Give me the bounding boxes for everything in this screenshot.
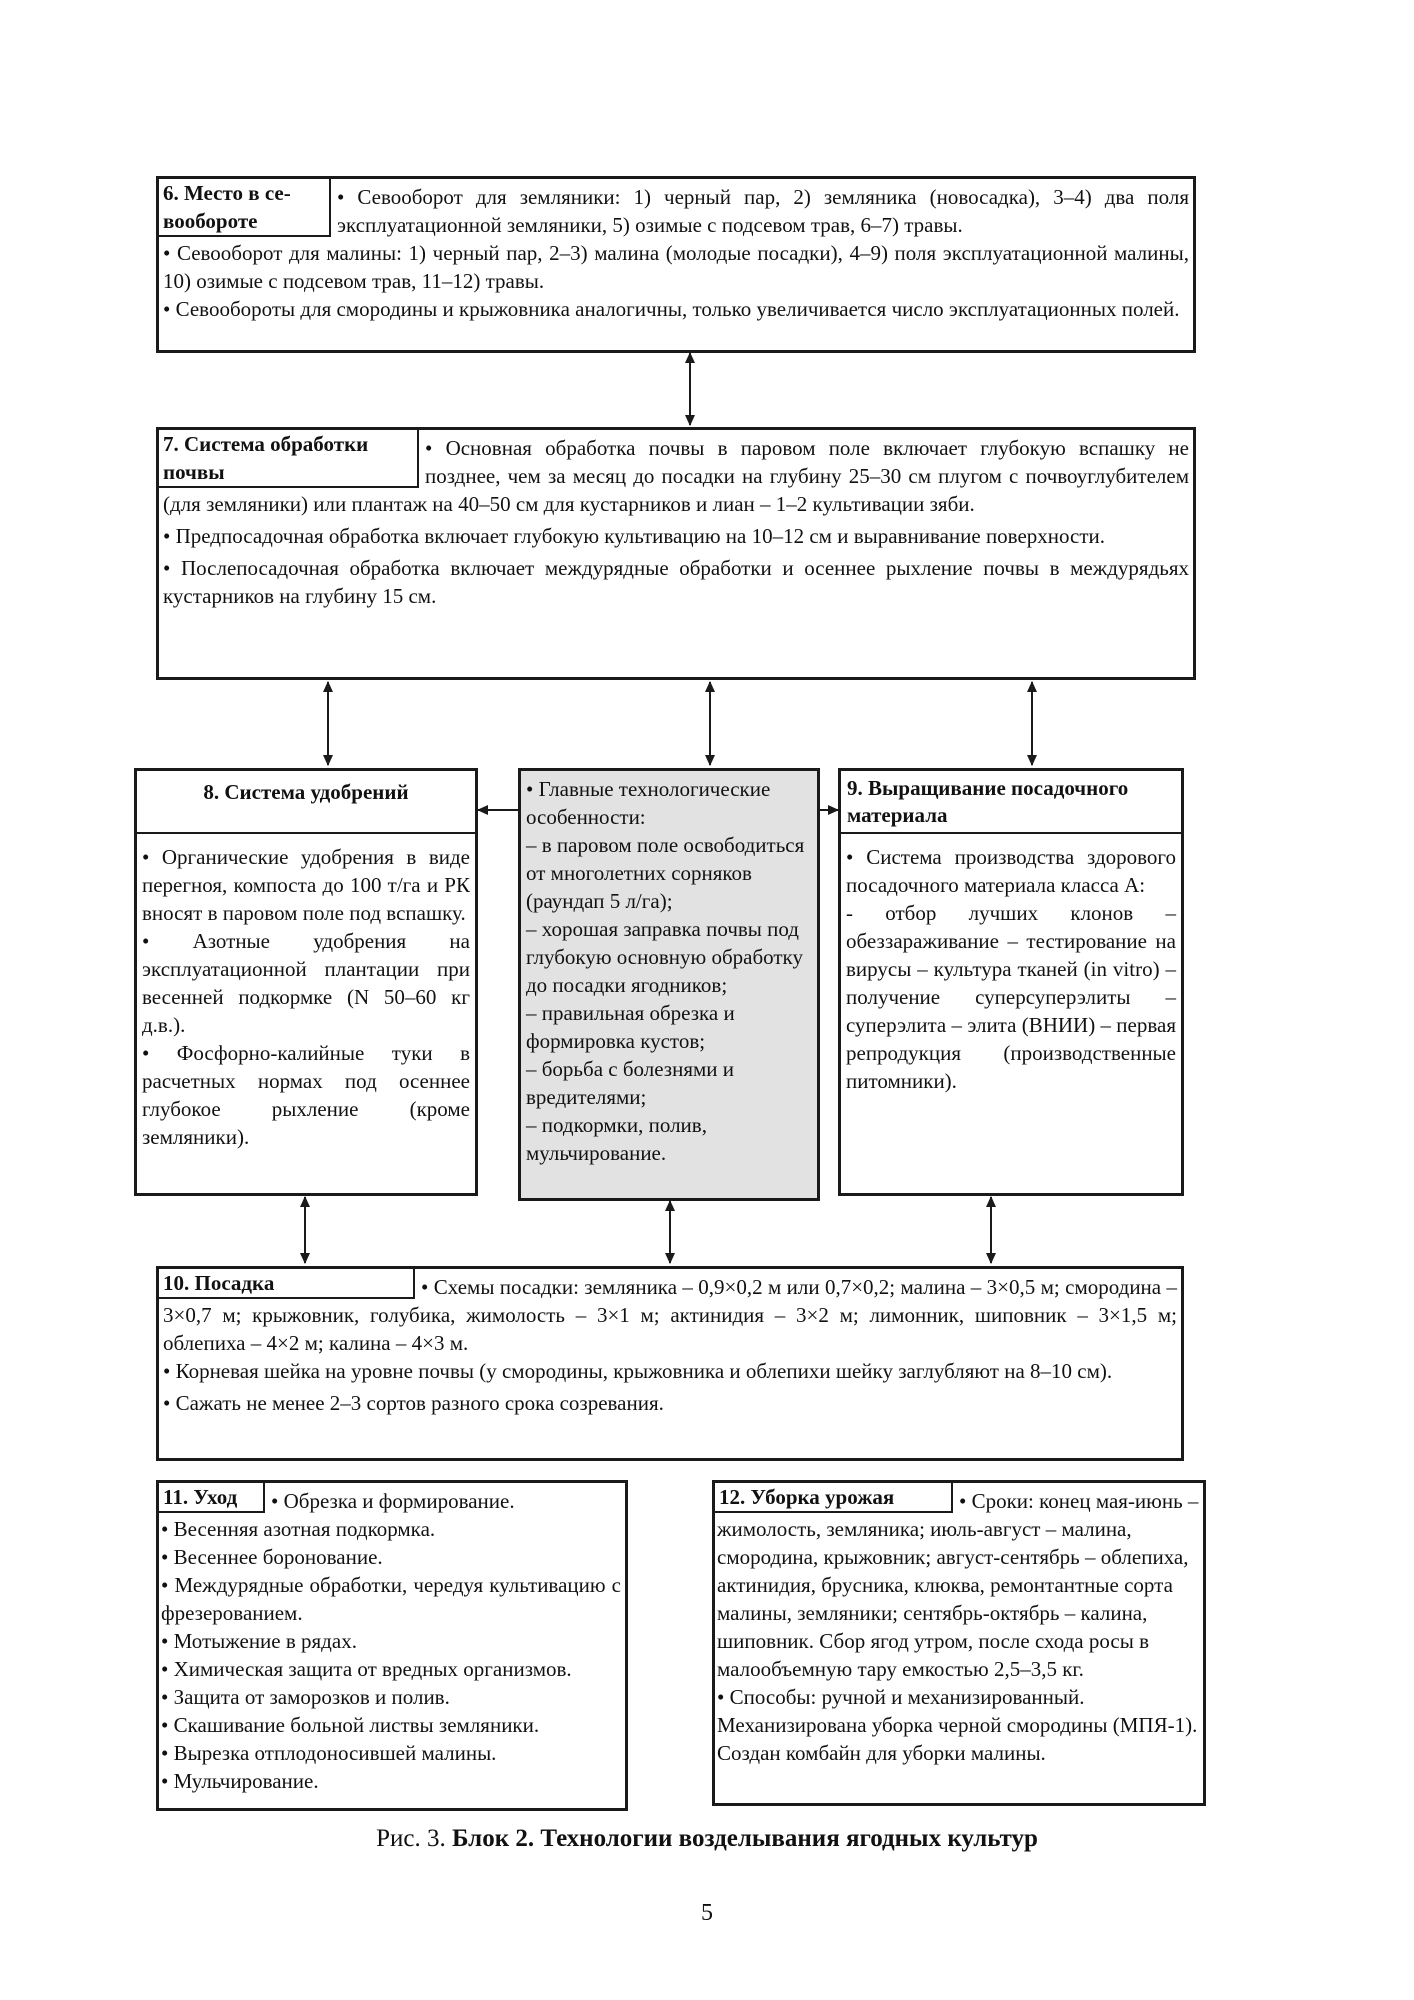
box-line: • Система производства здорового посадочного материала класса А: [846,845,1176,897]
box-main-features [518,768,820,1201]
box-care [156,1480,628,1811]
caption-prefix: Рис. 3. [376,1825,446,1852]
box-planting [156,1266,1184,1461]
box-title: 11. Уход [159,1483,265,1513]
box-line: - отбор лучших клонов – обеззараживание – тестирование на вирусы – культура тканей (in vitro) – получение суперсуперэлиты – суперэлита – элита (ВНИИ) – первая репродукция (производственные питомники). [846,901,1176,1093]
box-line: • Схемы посадки: земляника – 0,9×0,2 м или 0,7×0,2; малина – 3×0,5 м; смородина – 3×0,7 м; крыжовник, голубика, жимолость – 3×1 м; актинидия – 3×2 м; лимонник, шиповник – 3×1,5 м; облепиха – 4×2 м; калина – 4×3 м. [163,1275,1177,1355]
box-soil-tillage [156,427,1196,680]
box-line: • Главные технологические особенности: [526,777,771,829]
box-title: 6. Место в се-вообороте [159,179,331,237]
box-line: • Скашивание больной листвы земляники. [161,1713,540,1737]
box-line: – подкормки, полив, мульчирование. [526,1113,707,1165]
box-line: • Севооборот для земляники: 1) черный пар, 2) земляника (новосадка), 3–4) два поля эксплуатационной земляники, 5) озимые с подсевом трав, 6–7) травы. [337,185,1189,237]
box-line: • Способы: ручной и механизированный. Механизирована уборка черной смородины (МПЯ-1). Создан комбайн для уборки малины. [717,1685,1198,1765]
box-line: • Мульчирование. [161,1769,319,1793]
box-line: • Севооборот для малины: 1) черный пар, 2–3) малина (молодые посадки), 4–9) поля эксплуатационной малины, 10) озимые с подсевом трав, 11–12) травы. [163,241,1189,293]
box-line: – хорошая заправка почвы под глубокую основную обработку до посадки ягодников; [526,917,803,997]
box-title: 12. Уборка урожая [715,1483,953,1513]
box-line: • Органические удобрения в виде перегноя, компоста до 100 т/га и РК вносят в паровом поле под вспашку. [142,845,470,925]
box-line: • Обрезка и формирование. [271,1489,515,1513]
box-title: 10. Посадка [159,1269,415,1299]
box-fertilizer-system [134,768,478,1196]
box-line: – борьба с болезнями и вредителями; [526,1057,735,1109]
box-line: • Весенняя азотная подкормка. [161,1517,436,1541]
box-line: • Химическая защита от вредных организмов. [161,1657,572,1681]
box-line: • Основная обработка почвы в паровом поле включает глубокую вспашку не позднее, чем за месяц до посадки на глубину 25–30 см плугом с почвоуглубителем (для земляники) или плантаж на 40–50 см для кустарников и лиан – 1–2 культивации зяби. [163,436,1189,516]
box-line: • Сажать не менее 2–3 сортов разного срока созревания. [163,1391,664,1415]
box-line: – в паровом поле освободиться от многолетних сорняков (раундап 5 л/га); [526,833,805,913]
box-harvest [712,1480,1206,1806]
box-line: • Весеннее боронование. [161,1545,383,1569]
box-line: – правильная обрезка и формировка кустов; [526,1001,735,1053]
caption-title: Блок 2. Технологии возделывания ягодных культур [451,1825,1038,1852]
box-line: • Севообороты для смородины и крыжовника аналогичны, только увеличивается число эксплуатационных полей. [163,297,1180,321]
box-line: • Азотные удобрения на эксплуатационной плантации при весенней подкормке (N 50–60 кг д.в.). [142,929,470,1037]
box-line: • Корневая шейка на уровне почвы (у смородины, крыжовника и облепихи шейку заглубляют на 8–10 см). [163,1359,1113,1383]
box-line: • Фосфорно-калийные туки в расчетных нормах под осеннее глубокое рыхление (кроме земляники). [142,1041,470,1149]
box-planting-material [838,768,1184,1196]
box-crop-rotation [156,176,1196,353]
box-line: • Защита от заморозков и полив. [161,1685,450,1709]
box-line: • Послепосадочная обработка включает междурядные обработки и осеннее рыхление почвы в междурядьях кустарников на глубину 15 см. [163,556,1189,608]
box-line: • Предпосадочная обработка включает глубокую культивацию на 10–12 см и выравнивание поверхности. [163,524,1106,548]
page-number: 5 [701,1900,713,1926]
box-title: 7. Система обработки почвы [159,430,419,488]
figure-caption [0,1825,1414,1853]
box-line: • Мотыжение в рядах. [161,1629,357,1653]
box-title: 9. Выращивание посадочного материала [841,771,1181,834]
box-line: • Вырезка отплодоносившей малины. [161,1741,497,1765]
box-line: • Сроки: конец мая-июнь – жимолость, земляника; июль-август – малина, смородина, крыжовник; август-сентябрь – облепиха, актинидия, брусника, клюква, ремонтантные сорта малины, земляники; сентябрь-октябрь – калина, шиповник. Сбор ягод утром, после схода росы в малообъемную тару емкостью 2,5–3,5 кг. [717,1489,1199,1681]
box-title: 8. Система удобрений [137,771,475,834]
box-line: • Междурядные обработки, чередуя культивацию с фрезерованием. [161,1573,621,1625]
